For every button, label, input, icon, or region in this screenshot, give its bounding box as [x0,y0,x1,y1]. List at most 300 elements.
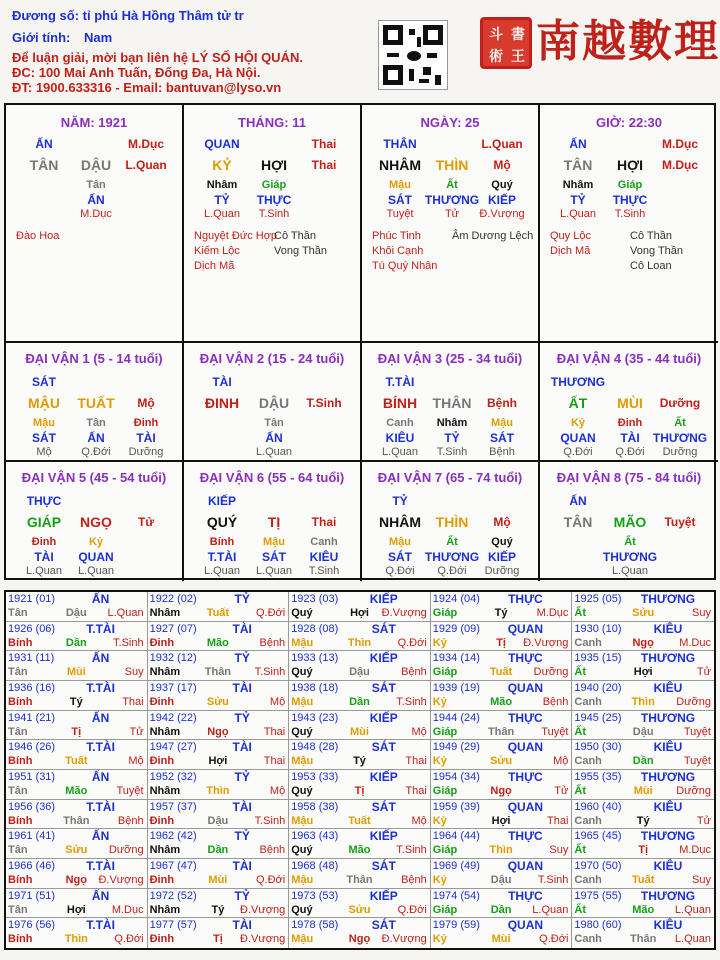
year-god-label: THƯƠNG [640,651,696,666]
year-god-label: TỶ [234,651,250,666]
year-phase: Mộ [128,755,144,768]
year-god-label: KIẾP [369,592,398,606]
year-label: 1966 (46) [8,860,56,872]
year-cell [431,740,573,770]
year-phase: Suy [549,844,569,857]
year-stem: Đinh [149,874,175,886]
year-phase: Suy [692,874,711,886]
year-label: 1964 (44) [432,830,480,843]
year-label: 1942 (22) [149,711,197,724]
year-god-label: SÁT [371,918,396,933]
earthly-branch: THÌN [435,514,469,530]
year-label: 1949 (29) [432,741,480,754]
year-branch: Dần [632,755,654,768]
year-phase: Mộ [269,785,286,797]
hidden-god-label: TỶ [214,193,230,207]
stem-god-label: THÂN [383,137,417,151]
year-phase: L.Quan [107,607,144,619]
year-stem: Canh [574,933,602,946]
year-phase: Q.Đới [114,933,144,946]
dai-van-header: ĐẠI VẬN 2 (15 - 24 tuổi) [199,351,345,366]
pillar-header: THÁNG: 11 [238,115,306,130]
year-god-label: THƯƠNG [640,592,696,606]
year-god-label: THƯƠNG [640,770,696,784]
year-cell [6,859,148,889]
year-god-label: TÀI [232,740,252,755]
year-stem: Bính [8,933,33,946]
hidden-phase-label: Bệnh [489,446,515,458]
year-stem: Nhâm [149,607,181,619]
year-stem: Bính [8,636,33,649]
heavenly-stem: ẤT [568,395,588,411]
hidden-stem: Ất [446,536,458,548]
earthly-branch: NGỌ [80,514,112,530]
year-god-label: THƯƠNG [640,710,696,725]
year-label: 1934 (14) [432,652,480,665]
year-branch: Dậu [65,607,87,619]
year-phase: M.Dục [679,636,711,649]
year-phase: Tử [129,725,144,738]
year-cell [431,592,573,622]
branch-phase-label: Mộ [493,158,511,172]
year-branch: Sửu [490,755,513,768]
year-label: 1960 (40) [574,800,622,813]
year-branch: Tý [211,903,225,916]
hidden-stem: Quý [491,536,513,548]
star-left: Phúc Tinh [372,230,421,242]
year-stem: Kỷ [432,814,447,827]
year-label: 1926 (06) [8,622,56,635]
earthly-branch: MÙI [617,395,643,411]
hidden-god-label: TÀI [136,431,156,445]
year-stem: Kỷ [432,636,447,649]
year-cell [6,592,148,622]
year-cell [6,800,148,830]
year-label: 1950 (30) [574,741,622,754]
year-phase: Đ.Vượng [240,903,286,916]
year-cell [6,681,148,711]
year-phase: Mộ [269,696,286,708]
year-branch: Thân [487,725,515,738]
earthly-branch: HỢI [261,157,287,173]
gender-label: Giới tính: [12,30,71,45]
year-branch: Dậu [207,814,229,827]
year-label: 1953 (33) [291,771,339,783]
year-label: 1930 (10) [574,622,622,635]
year-cell [431,622,573,652]
hidden-stem: Nhâm [436,417,468,429]
year-label: 1976 (56) [8,919,56,932]
year-branch: Tuất [65,755,88,768]
year-phase: Q.Đới [539,933,569,946]
year-god-label: THƯƠNG [640,888,696,903]
year-god-label: TỶ [234,592,250,606]
year-label: 1979 (59) [432,919,480,932]
year-god-label: TỶ [234,770,250,784]
year-label: 1974 (54) [432,889,480,902]
year-god-label: TỶ [234,888,250,903]
year-branch: Mão [632,903,655,916]
earthly-branch: THÂN [432,395,472,411]
year-branch: Hợi [633,666,653,679]
year-god-label: KIẾP [369,888,398,903]
year-label: 1977 (57) [149,919,197,932]
hidden-god-label: THỰC [612,193,648,207]
stem-god-label: TÀI [212,375,232,389]
dai-van-header: ĐẠI VẬN 5 (45 - 54 tuổi) [21,470,167,485]
hidden-phase-label: Q.Đới [385,565,415,577]
year-label: 1975 (55) [574,889,622,902]
year-cell [148,770,290,800]
year-branch: Thân [346,874,373,886]
year-cell [572,651,714,681]
year-branch: Dần [65,636,87,649]
year-cell [431,651,573,681]
year-god-label: THỰC [508,651,543,666]
year-god-label: T.TÀI [86,799,115,814]
year-label: 1935 (15) [574,652,622,665]
year-god-label: QUAN [507,740,544,755]
year-branch: Thìn [489,844,513,857]
year-phase: Tuyệt [683,725,711,738]
heavenly-stem: TÂN [29,157,59,173]
year-cell [572,740,714,770]
stem-god-label: ẤN [569,494,587,508]
hidden-god-label: KIẾP [487,193,516,207]
year-cell [572,800,714,830]
year-god-label: ẤN [91,592,110,606]
earthly-branch: DẬU [258,395,290,411]
hidden-god-label: THƯƠNG [424,550,480,564]
dai-van-cell [362,343,540,462]
year-phase: Đ.Vượng [381,933,427,946]
year-cell [148,592,290,622]
year-god-label: ẤN [91,710,110,725]
star-left: Khôi Cạnh [372,245,424,257]
year-stem: Giáp [432,607,458,619]
star-right: Cô Thần [630,230,672,242]
year-label: 1932 (12) [149,652,197,665]
year-stem: Đinh [149,933,175,946]
year-branch: Hợi [350,607,369,619]
year-cell [572,622,714,652]
year-phase: Dưỡng [533,666,569,679]
year-branch: Ngọ [632,636,654,649]
dai-van-header: ĐẠI VẬN 8 (75 - 84 tuổi) [556,470,702,485]
year-cell [289,681,431,711]
pillar-cell [6,105,184,343]
year-stem: Canh [574,696,602,708]
year-cell [6,651,148,681]
hidden-god-label: ẤN [87,431,105,445]
hidden-phase-label: Dưỡng [128,446,164,458]
year-cell [289,651,431,681]
year-branch: Tuất [206,607,230,619]
dai-van-cell [540,462,718,581]
earthly-branch: THÌN [435,157,469,173]
year-god-label: TÀI [232,799,252,814]
year-label: 1971 (51) [8,889,56,902]
earthly-branch: TUẤT [77,395,115,411]
year-stem: Nhâm [149,844,181,857]
year-stem: Quý [291,607,313,619]
year-label: 1948 (28) [291,741,339,754]
star-left: Quy Lộc [550,230,591,242]
year-branch: Thân [63,814,90,827]
hidden-god-label: QUAN [78,550,114,564]
year-cell [6,918,148,948]
year-god-label: T.TÀI [86,740,115,755]
year-cell [6,829,148,859]
year-stem: Mậu [291,874,314,886]
year-stem: Ất [574,844,586,857]
red-seal-icon: 斗 書 術 王 [480,17,532,69]
hidden-god-label: ẤN [87,193,105,207]
year-stem: Giáp [432,725,458,738]
year-stem: Tân [8,725,28,738]
year-branch: Tuất [348,814,371,827]
stem-phase-label: L.Quan [481,137,523,151]
year-label: 1944 (24) [432,711,480,724]
year-label: 1925 (05) [574,593,622,605]
pillar-header: GIỜ: 22:30 [595,115,662,130]
year-branch: Ngọ [490,785,512,797]
hidden-phase-label: L.Quan [77,565,115,577]
year-phase: Q.Đới [255,874,286,886]
year-cell [572,592,714,622]
hidden-god-label: TỶ [444,431,460,445]
year-god-label: ẤN [91,651,110,666]
year-label: 1969 (49) [432,860,480,872]
year-branch: Dần [207,844,229,857]
hidden-phase-label: L.Quan [25,565,63,577]
year-branch: Mão [348,844,371,857]
year-stem: Tân [8,844,28,857]
hidden-god-label: SÁT [490,431,514,445]
year-god-label: THỰC [508,888,543,903]
year-label: 1933 (13) [291,652,339,665]
year-stem: Canh [574,636,602,649]
year-phase: M.Dục [679,844,711,857]
hidden-stem: Ất [446,179,458,191]
year-branch: Thân [204,666,232,679]
year-god-label: KIẾP [369,770,398,784]
hidden-god-label: KIÊU [309,550,339,564]
year-label: 1963 (43) [291,830,339,843]
year-cell [289,889,431,919]
pillar-cell [540,105,718,343]
year-god-label: KIẾP [369,710,398,725]
year-phase: Q.Đới [397,903,427,916]
year-phase: T.Sinh [396,844,427,857]
stem-phase-label: Thai [311,137,337,151]
year-branch: Mùi [208,874,228,886]
contact-line: Để luận giải, mời bạn liên hệ LÝ SỐ HỘI QUÁN. [12,50,303,65]
year-branch: Mùi [633,785,653,797]
heavenly-stem: TÂN [563,157,593,173]
year-phase: Suy [124,666,144,679]
hidden-stem: Quý [491,179,513,191]
year-label: 1945 (25) [574,711,622,724]
year-cell [289,740,431,770]
year-phase: Mộ [411,725,427,738]
stem-god-label: T.TÀI [385,375,415,389]
year-cell [289,711,431,741]
stem-god-label: QUAN [204,137,240,151]
year-god-label: QUAN [507,621,544,636]
year-stem: Quý [291,844,313,857]
year-stem: Giáp [432,666,458,679]
hidden-phase-label: T.Sinh [436,446,468,458]
hidden-god-label: THƯƠNG [652,431,708,445]
year-label: 1931 (11) [8,652,55,665]
qr-code-icon[interactable] [378,20,448,90]
year-label: 1955 (35) [574,771,622,783]
year-stem: Bính [8,874,33,886]
stem-god-label: ẤN [35,137,53,151]
year-cell [431,918,573,948]
star-right: Cô Loan [630,260,672,272]
star-left: Nguyệt Đức Hợp [194,230,278,242]
hidden-stem: Mậu [33,417,55,429]
branch-phase-label: Mộ [137,396,155,410]
year-branch: Tý [69,696,83,708]
hidden-phase-label: Q.Đới [563,446,593,458]
year-stem: Quý [291,785,313,797]
year-stem: Canh [574,755,602,768]
hidden-god-label: QUAN [560,431,596,445]
year-phase: Tử [554,785,569,797]
year-stem: Ất [574,607,586,619]
hidden-stem: Mậu [389,536,411,548]
star-right: Cô Thần [274,230,316,242]
year-branch: Mùi [350,725,369,738]
year-label: 1941 (21) [8,711,56,724]
year-branch: Tý [494,607,508,619]
year-label: 1936 (16) [8,682,56,694]
year-phase: Bệnh [259,844,286,857]
year-phase: Tử [696,666,711,679]
star-left: Tú Quý Nhân [372,260,438,272]
year-label: 1956 (36) [8,800,56,813]
year-phase: Bệnh [117,814,144,827]
hidden-phase-label: Mộ [36,446,52,458]
year-cell [148,740,290,770]
year-god-label: TÀI [232,621,252,636]
branch-phase-label: Tuyệt [664,515,696,529]
stem-god-label: THƯƠNG [550,375,606,389]
yearly-table [4,590,716,950]
year-god-label: QUAN [507,681,544,695]
year-phase: Đ.Vượng [240,933,286,946]
branch-phase-label: Thai [311,158,337,172]
year-stem: Canh [574,814,602,827]
year-god-label: KIÊU [653,918,683,933]
year-branch: Thìn [64,933,88,946]
year-phase: Tử [696,814,711,827]
hidden-phase-label: L.Quan [559,208,597,220]
year-cell [6,889,148,919]
stem-god-label: ẤN [569,137,587,151]
hidden-phase-label: Đ.Vượng [479,208,525,220]
year-branch: Dậu [349,666,370,679]
year-god-label: ẤN [91,770,110,784]
hidden-god-label: SÁT [32,431,56,445]
dai-van-header: ĐẠI VẬN 7 (65 - 74 tuổi) [377,470,523,485]
hidden-phase-label: Q.Đới [437,565,467,577]
year-stem: Tân [8,607,28,619]
year-label: 1957 (37) [149,800,197,813]
year-cell [148,918,290,948]
year-god-label: SÁT [371,799,396,814]
chart-grid [4,103,716,580]
year-god-label: THỰC [508,592,543,606]
year-cell [431,829,573,859]
year-stem: Canh [574,874,602,886]
year-phase: Bệnh [401,874,427,886]
year-phase: Tuyệt [116,785,144,797]
year-cell [6,740,148,770]
earthly-branch: HỢI [617,157,643,173]
year-branch: Hợi [208,755,228,768]
header [0,0,720,100]
star-left: Dịch Mã [550,245,591,257]
earthly-branch: MÃO [613,514,647,530]
year-phase: Đ.Vượng [381,607,427,619]
year-label: 1938 (18) [291,682,339,694]
stem-phase-label: M.Dục [662,137,698,151]
heavenly-stem: GIÁP [26,514,62,530]
dai-van-cell [362,462,540,581]
year-stem: Tân [8,903,28,916]
dai-van-header: ĐẠI VẬN 6 (55 - 64 tuổi) [199,470,345,485]
hidden-phase-label: L.Quan [255,446,293,458]
year-stem: Ất [574,903,586,916]
hidden-phase-label: L.Quan [203,565,241,577]
year-phase: T.Sinh [113,636,144,649]
dai-van-cell [184,462,362,581]
year-branch: Thìn [347,636,372,649]
year-stem: Nhâm [149,666,181,679]
hidden-phase-label: L.Quan [381,446,419,458]
year-stem: Đinh [149,814,175,827]
hidden-stem: Ất [674,417,686,429]
hidden-stem: Đinh [133,417,159,429]
year-cell [148,711,290,741]
year-god-label: KIÊU [653,859,683,873]
star-left: Dịch Mã [194,260,235,272]
year-phase: T.Sinh [396,696,427,708]
hidden-god-label: THƯƠNG [424,193,480,207]
year-god-label: SÁT [371,859,396,873]
year-phase: Tuyệt [541,725,569,738]
year-god-label: QUAN [507,859,544,873]
year-label: 1962 (42) [149,830,197,843]
year-cell [289,859,431,889]
branch-phase-label: L.Quan [125,158,167,172]
phone-line[interactable]: ĐT: 1900.633316 - Email: bantuvan@lyso.vn [12,80,282,95]
year-god-label: QUAN [507,799,544,814]
year-god-label: QUAN [507,918,544,933]
year-cell [572,859,714,889]
heavenly-stem: NHÂM [379,514,421,530]
year-branch: Hợi [491,814,511,827]
year-phase: T.Sinh [254,814,286,827]
year-cell [572,829,714,859]
heavenly-stem: KỶ [212,157,232,173]
year-cell [431,800,573,830]
earthly-branch: DẬU [80,157,112,173]
